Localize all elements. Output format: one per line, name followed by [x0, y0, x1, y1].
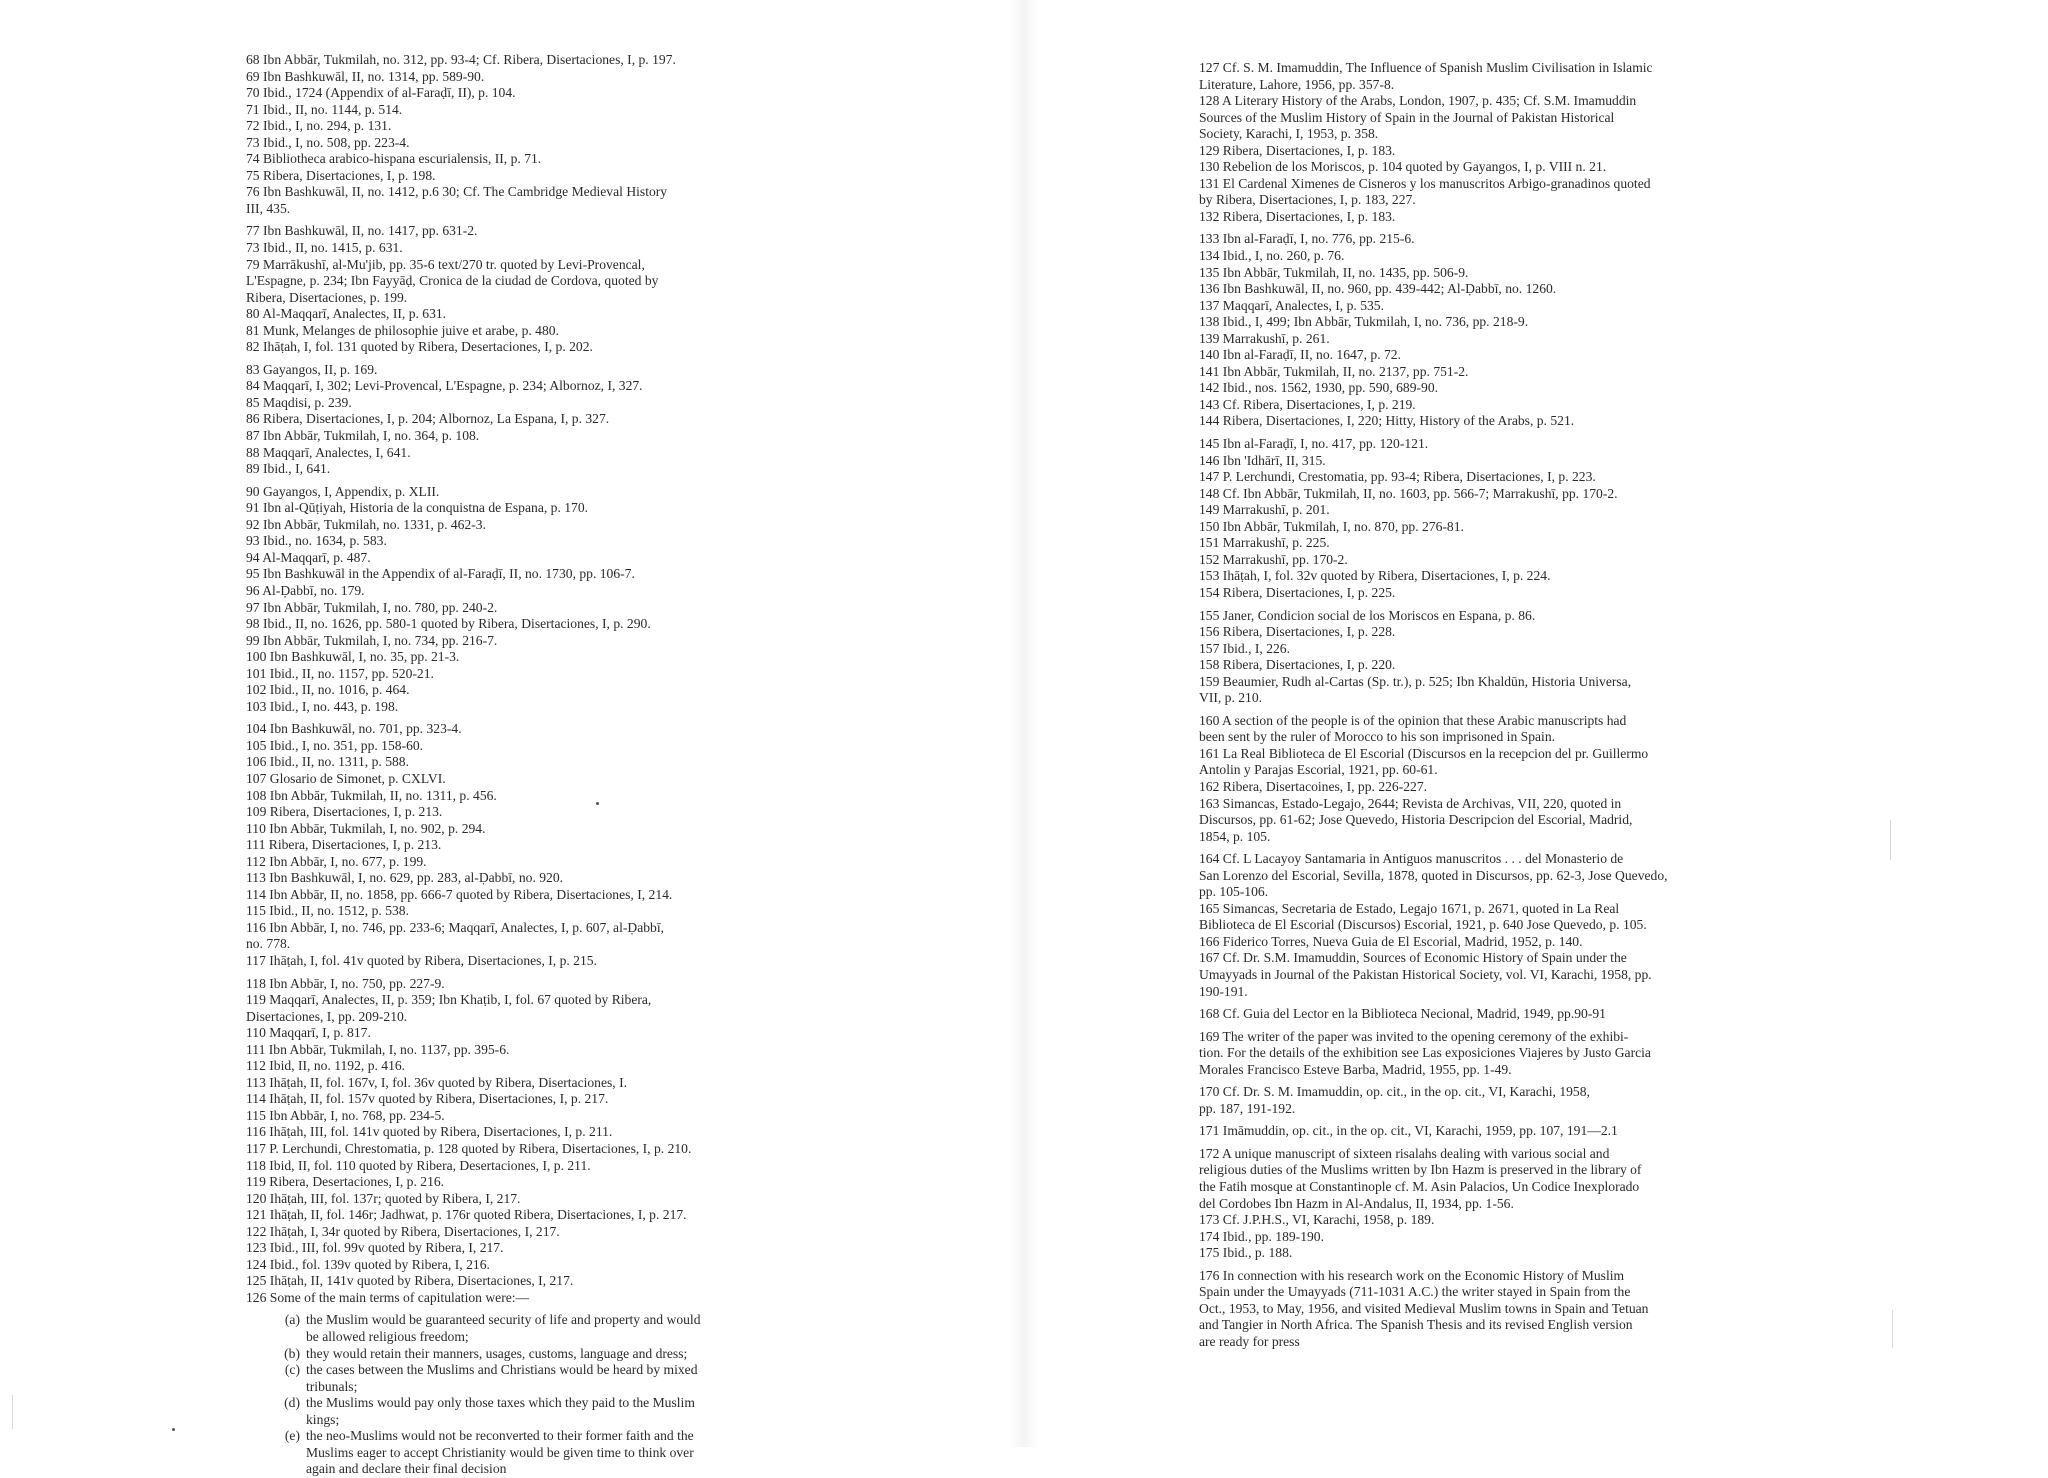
footnote-group [246, 52, 829, 217]
term-label: (d) [284, 1395, 300, 1411]
footnote-group [1199, 1006, 1798, 1023]
term-text: the neo-Muslims would not be reconverted to their former faith and the [306, 1428, 694, 1444]
footnote-group [1199, 713, 1798, 845]
footnote-line: 110 Maqqarī, I, p. 817. [246, 1025, 371, 1041]
footnote-line: 114 Ihāṭah, II, fol. 157v quoted by Ribera, Disertaciones, I, p. 217. [246, 1091, 609, 1107]
footnote-line: 86 Ribera, Disertaciones, I, p. 204; Albornoz, La Espana, I, p. 327. [246, 411, 610, 427]
term-text: they would retain their manners, usages, customs, language and dress; [306, 1345, 688, 1361]
footnote-line: 141 Ibn Abbār, Tukmilah, II, no. 2137, pp. 751-2. [1199, 363, 1469, 379]
footnote-line: 104 Ibn Bashkuwāl, no. 701, pp. 323-4. [246, 721, 462, 737]
footnote-line: 112 Ibid, II, no. 1192, p. 416. [246, 1058, 406, 1074]
footnote-line: 122 Ihāṭah, I, 34r quoted by Ribera, Disertaciones, I, 217. [246, 1223, 560, 1239]
footnote-line: 128 A Literary History of the Arabs, London, 1907, p. 435; Cf. S.M. Imamuddin [1199, 93, 1637, 109]
footnote-line: 92 Ibn Abbār, Tukmilah, no. 1331, p. 462-3. [246, 516, 486, 532]
term-line [246, 1428, 829, 1445]
footnote-group [246, 362, 829, 478]
footnote-line: 131 El Cardenal Ximenes de Cisneros y los manuscritos Arbigo-granadinos quoted [1199, 175, 1651, 191]
footnote-line: 126 Some of the main terms of capitulation were:— [246, 1289, 530, 1305]
footnote-line: 85 Maqdisi, p. 239. [246, 394, 352, 410]
footnote-line: 159 Beaumier, Rudh al-Cartas (Sp. tr.), p. 525; Ibn Khaldūn, Historia Universa, [1199, 673, 1632, 689]
term-text: tribunals; [306, 1378, 358, 1394]
footnote-line: 161 La Real Biblioteca de El Escorial (Discursos en la recepcion del pr. Guillermo [1199, 745, 1649, 761]
term-line [246, 1362, 829, 1379]
footnote-line: 81 Munk, Melanges de philosophie juive et arabe, p. 480. [246, 322, 559, 338]
footnote-line: 93 Ibid., no. 1634, p. 583. [246, 533, 387, 549]
footnote-line: 150 Ibn Abbār, Tukmilah, I, no. 870, pp. 276-81. [1199, 518, 1464, 534]
footnote-line: 70 Ibid., 1724 (Appendix of al-Faraḍī, II), p. 104. [246, 85, 516, 101]
footnote-group [1199, 436, 1798, 601]
footnote-line: 103 Ibid., I, no. 443, p. 198. [246, 698, 399, 714]
footnote-line: 77 Ibn Bashkuwāl, II, no. 1417, pp. 631-2. [246, 223, 478, 239]
footnote-line: Disertaciones, I, pp. 209-210. [246, 1008, 408, 1024]
footnote-line: 149 Marrakushī, p. 201. [1199, 502, 1330, 518]
left-page [0, 0, 1024, 1477]
footnote-group [1199, 1146, 1798, 1262]
footnote-line: Sources of the Muslim History of Spain in the Journal of Pakistan Historical [1199, 109, 1615, 125]
footnote-line: 176 In connection with his research work on the Economic History of Muslim [1199, 1267, 1625, 1283]
footnote-line: 119 Maqqarī, Analectes, II, p. 359; Ibn Khaṭib, I, fol. 67 quoted by Ribera, [246, 992, 652, 1008]
footnote-line: 100 Ibn Bashkuwāl, I, no. 35, pp. 21-3. [246, 649, 460, 665]
footnote-line: Spain under the Umayyads (711-1031 A.C.) the writer stayed in Spain from the [1199, 1284, 1631, 1300]
footnote-line: 68 Ibn Abbār, Tukmilah, no. 312, pp. 93-4; Cf. Ribera, Disertaciones, I, p. 197. [246, 52, 676, 67]
term-text: kings; [306, 1411, 340, 1427]
footnote-line: 115 Ibid., II, no. 1512, p. 538. [246, 903, 409, 919]
footnote-line: Morales Francisco Esteve Barba, Madrid, 1955, pp. 1-49. [1199, 1061, 1512, 1077]
footnote-line: 117 P. Lerchundi, Chrestomatia, p. 128 quoted by Ribera, Disertaciones, I, p. 210. [246, 1141, 692, 1156]
term-text: again and declare their final decision [306, 1461, 507, 1477]
right-page [1024, 0, 2048, 1447]
footnote-line: 133 Ibn al-Faraḍī, I, no. 776, pp. 215-6. [1199, 231, 1415, 247]
left-footnotes [246, 52, 829, 1478]
footnote-line: 73 Ibid., II, no. 1415, p. 631. [246, 240, 403, 256]
footnote-line: 84 Maqqarī, I, 302; Levi-Provencal, L'Espagne, p. 234; Albornoz, I, 327. [246, 378, 643, 394]
footnote-line: 158 Ribera, Disertaciones, I, p. 220. [1199, 657, 1396, 673]
footnote-line: 167 Cf. Dr. S.M. Imamuddin, Sources of Economic History of Spain under the [1199, 950, 1627, 966]
term-line [246, 1445, 829, 1462]
footnote-line: 169 The writer of the paper was invited to the opening ceremony of the exhibi- [1199, 1028, 1629, 1044]
footnote-line: 138 Ibid., I, 499; Ibn Abbār, Tukmilah, I, no. 736, pp. 218-9. [1199, 314, 1529, 330]
footnote-line: 107 Glosario de Simonet, p. CXLVI. [246, 770, 446, 786]
footnote-line: 168 Cf. Guia del Lector en la Biblioteca Necional, Madrid, 1949, pp.90-91 [1199, 1006, 1606, 1022]
footnote-line: 153 Ihāṭah, I, fol. 32v quoted by Ribera, Disertaciones, I, p. 224. [1199, 568, 1551, 584]
footnote-line: 155 Janer, Condicion social de los Moriscos en Espana, p. 86. [1199, 607, 1536, 623]
footnote-group [1199, 1268, 1798, 1351]
footnote-line: 190-191. [1199, 983, 1248, 999]
footnote-line: 165 Simancas, Secretaria de Estado, Legajo 1671, p. 2671, quoted in La Real [1199, 900, 1620, 916]
footnote-line: 117 Ihāṭah, I, fol. 41v quoted by Ribera, Disertaciones, I, p. 215. [246, 952, 597, 968]
footnote-line: 111 Ribera, Disertaciones, I, p. 213. [246, 837, 442, 853]
footnote-line: and Tangier in North Africa. The Spanish Thesis and its revised English version [1199, 1317, 1633, 1333]
footnote-line: 135 Ibn Abbār, Tukmilah, II, no. 1435, pp. 506-9. [1199, 264, 1469, 280]
footnote-line: 145 Ibn al-Faraḍī, I, no. 417, pp. 120-121. [1199, 436, 1429, 452]
footnote-line: 89 Ibid., I, 641. [246, 461, 331, 477]
footnote-line: 83 Gayangos, II, p. 169. [246, 361, 378, 377]
footnote-group [246, 721, 829, 969]
footnote-group [1199, 231, 1798, 430]
term-line [246, 1379, 829, 1396]
footnote-group [246, 484, 829, 716]
footnote-line: 142 Ibid., nos. 1562, 1930, pp. 590, 689-90. [1199, 380, 1439, 396]
footnote-line: 112 Ibn Abbār, I, no. 677, p. 199. [246, 853, 427, 869]
term-line [246, 1461, 829, 1478]
footnote-line: Ribera, Disertaciones, p. 199. [246, 289, 408, 305]
footnote-line: Antolin y Parajas Escorial, 1921, pp. 60-61. [1199, 762, 1438, 778]
term-text: the cases between the Muslims and Christians would be heard by mixed [306, 1362, 698, 1378]
footnote-line: Discursos, pp. 61-62; Jose Quevedo, Historia Descripcion del Escorial, Madrid, [1199, 812, 1633, 828]
footnote-group [1199, 851, 1798, 1000]
footnote-line: 160 A section of the people is of the opinion that these Arabic manuscripts had [1199, 712, 1627, 728]
footnote-line: 146 Ibn 'Idhārī, II, 315. [1199, 452, 1326, 468]
footnote-line: 110 Ibn Abbār, Tukmilah, I, no. 902, p. 294. [246, 820, 486, 836]
footnote-line: 173 Cf. J.P.H.S., VI, Karachi, 1958, p. 189. [1199, 1212, 1435, 1228]
term-text: be allowed religious freedom; [306, 1329, 469, 1345]
footnote-line: 151 Marrakushī, p. 225. [1199, 535, 1330, 551]
footnote-line: 156 Ribera, Disertaciones, I, p. 228. [1199, 624, 1396, 640]
footnote-line: 118 Ibid, II, fol. 110 quoted by Ribera, Desertaciones, I, p. 211. [246, 1157, 591, 1173]
footnote-line: 147 P. Lerchundi, Crestomatia, pp. 93-4; Ribera, Disertaciones, I, p. 223. [1199, 469, 1596, 485]
footnote-line: 174 Ibid., pp. 189-190. [1199, 1228, 1324, 1244]
footnote-group [1199, 1123, 1798, 1140]
footnote-line: 108 Ibn Abbār, Tukmilah, II, no. 1311, p. 456. [246, 787, 497, 803]
footnote-line: religious duties of the Muslims written by Ibn Hazm is preserved in the library of [1199, 1162, 1642, 1178]
footnote-line: pp. 105-106. [1199, 884, 1269, 900]
footnote-line: 95 Ibn Bashkuwāl in the Appendix of al-Faraḍī, II, no. 1730, pp. 106-7. [246, 566, 635, 582]
footnote-line: 119 Ribera, Desertaciones, I, p. 216. [246, 1174, 445, 1190]
footnote-group [1199, 1084, 1798, 1117]
footnote-line: 116 Ihāṭah, III, fol. 141v quoted by Ribera, Disertaciones, I, p. 211. [246, 1124, 613, 1140]
footnote-line: 115 Ibn Abbār, I, no. 768, pp. 234-5. [246, 1107, 445, 1123]
footnote-line: 109 Ribera, Disertaciones, I, p. 213. [246, 804, 443, 820]
footnote-line: 82 Ihāṭah, I, fol. 131 quoted by Ribera, Desertaciones, I, p. 202. [246, 339, 593, 355]
footnote-line: 163 Simancas, Estado-Legajo, 2644; Revista de Archivas, VII, 220, quoted in [1199, 795, 1622, 811]
footnote-line: del Cordobes Ibn Hazm in Al-Andalus, II, 1934, pp. 1-56. [1199, 1195, 1514, 1211]
footnote-line: 148 Cf. Ibn Abbār, Tukmilah, II, no. 1603, pp. 566-7; Marrakushī, pp. 170-2. [1199, 485, 1618, 501]
term-line [246, 1395, 829, 1412]
footnote-line: 114 Ibn Abbār, II, no. 1858, pp. 666-7 quoted by Ribera, Disertaciones, I, 214. [246, 886, 673, 902]
term-line [246, 1346, 829, 1363]
footnote-line: 105 Ibid., I, no. 351, pp. 158-60. [246, 737, 424, 753]
footnote-group [246, 976, 829, 1307]
footnote-line: 166 Fiderico Torres, Nueva Guia de El Escorial, Madrid, 1952, p. 140. [1199, 933, 1583, 949]
footnote-group [1199, 608, 1798, 707]
footnote-line: pp. 187, 191-192. [1199, 1100, 1296, 1116]
footnote-group [1199, 1029, 1798, 1079]
footnote-line: 74 Bibliotheca arabico-hispana escurialensis, II, p. 71. [246, 151, 542, 167]
right-footnotes [1199, 60, 1798, 1350]
footnote-line: 101 Ibid., II, no. 1157, pp. 520-21. [246, 665, 434, 681]
footnote-line: are ready for press [1199, 1333, 1300, 1349]
footnote-line: 113 Ihāṭah, II, fol. 167v, I, fol. 36v quoted by Ribera, Disertaciones, I. [246, 1074, 628, 1090]
term-line [246, 1412, 829, 1429]
footnote-line: 157 Ibid., I, 226. [1199, 640, 1290, 656]
footnote-line: Biblioteca de El Escorial (Discursos) Escorial, 1921, p. 640 Jose Quevedo, p. 105. [1199, 917, 1647, 933]
footnote-line: 132 Ribera, Disertaciones, I, p. 183. [1199, 208, 1396, 224]
term-line [246, 1312, 829, 1329]
footnote-line: been sent by the ruler of Morocco to his son imprisoned in Spain. [1199, 729, 1556, 745]
footnote-line: 1854, p. 105. [1199, 828, 1271, 844]
footnote-line: 72 Ibid., I, no. 294, p. 131. [246, 118, 392, 134]
footnote-line: L'Espagne, p. 234; Ibn Fayyāḍ, Cronica de la ciudad de Cordova, quoted by [246, 273, 659, 289]
footnote-line: 106 Ibid., II, no. 1311, p. 588. [246, 754, 409, 770]
footnote-line: 175 Ibid., p. 188. [1199, 1245, 1293, 1261]
footnote-line: 71 Ibid., II, no. 1144, p. 514. [246, 101, 403, 117]
footnote-group [246, 223, 829, 355]
footnote-line: 80 Al-Maqqarī, Analectes, II, p. 631. [246, 306, 447, 322]
footnote-line: 127 Cf. S. M. Imamuddin, The Influence of Spanish Muslim Civilisation in Islamic [1199, 60, 1653, 75]
footnote-line: Umayyads in Journal of the Pakistan Historical Society, vol. VI, Karachi, 1958, pp. [1199, 966, 1652, 982]
footnote-line: VII, p. 210. [1199, 690, 1263, 706]
footnote-line: 91 Ibn al-Qūṭiyah, Historia de la conquistna de Espana, p. 170. [246, 500, 589, 516]
term-text: the Muslim would be guaranteed security of life and property and would [306, 1312, 701, 1328]
footnote-line: 136 Ibn Bashkuwāl, II, no. 960, pp. 439-442; Al-Ḍabbī, no. 1260. [1199, 281, 1557, 297]
footnote-line: 118 Ibn Abbār, I, no. 750, pp. 227-9. [246, 975, 445, 991]
footnote-line: the Fatih mosque at Constantinople cf. M. Asin Palacios, Un Codice Inexplorado [1199, 1179, 1640, 1194]
footnote-line: 172 A unique manuscript of sixteen risalahs dealing with various social and [1199, 1145, 1610, 1161]
footnote-line: 124 Ibid., fol. 139v quoted by Ribera, I, 216. [246, 1256, 490, 1272]
footnote-line: 75 Ribera, Disertaciones, I, p. 198. [246, 167, 436, 183]
footnote-line: 116 Ibn Abbār, I, no. 746, pp. 233-6; Maqqarī, Analectes, I, p. 607, al-Ḍabbī, [246, 919, 665, 935]
footnote-line: Society, Karachi, I, 1953, p. 358. [1199, 126, 1379, 142]
footnote-group [1199, 60, 1798, 225]
footnote-line: 121 Ihāṭah, II, fol. 146r; Jadhwat, p. 176r quoted Ribera, Disertaciones, I, p. 217. [246, 1207, 687, 1223]
footnote-line: Literature, Lahore, 1956, pp. 357-8. [1199, 76, 1395, 92]
footnote-line: 102 Ibid., II, no. 1016, p. 464. [246, 682, 410, 698]
footnote-line: 123 Ibid., III, fol. 99v quoted by Ribera, I, 217. [246, 1240, 504, 1256]
footnote-line: 87 Ibn Abbār, Tukmilah, I, no. 364, p. 108. [246, 428, 480, 444]
footnote-line: tion. For the details of the exhibition see Las exposiciones Viajeres by Justo Garcia [1199, 1045, 1651, 1061]
footnote-line: 139 Marrakushī, p. 261. [1199, 330, 1330, 346]
footnote-line: 152 Marrakushī, pp. 170-2. [1199, 551, 1348, 567]
footnote-line: 96 Al-Ḍabbī, no. 179. [246, 582, 365, 598]
footnote-line: 164 Cf. L Lacayoy Santamaria in Antiguos manuscritos . . . del Monasterio de [1199, 851, 1624, 867]
footnote-line: 170 Cf. Dr. S. M. Imamuddin, op. cit., in the op. cit., VI, Karachi, 1958, [1199, 1084, 1590, 1100]
term-label: (a) [284, 1312, 300, 1328]
footnote-line: 69 Ibn Bashkuwāl, II, no. 1314, pp. 589-90. [246, 68, 485, 84]
footnote-line: 162 Ribera, Disertacoines, I, pp. 226-227. [1199, 778, 1428, 794]
capitulation-terms [246, 1312, 829, 1477]
footnote-line: 120 Ihāṭah, III, fol. 137r; quoted by Ribera, I, 217. [246, 1190, 521, 1206]
footnote-line: 171 Imāmuddin, op. cit., in the op. cit., VI, Karachi, 1959, pp. 107, 191—2.1 [1199, 1123, 1618, 1139]
term-line [246, 1329, 829, 1346]
footnote-line: 140 Ibn al-Faraḍī, II, no. 1647, p. 72. [1199, 347, 1401, 363]
footnote-line: 134 Ibid., I, no. 260, p. 76. [1199, 248, 1345, 264]
footnote-line: 90 Gayangos, I, Appendix, p. XLII. [246, 483, 440, 499]
footnote-line: 144 Ribera, Disertaciones, I, 220; Hitty, History of the Arabs, p. 521. [1199, 413, 1575, 429]
footnote-line: 73 Ibid., I, no. 508, pp. 223-4. [246, 134, 410, 150]
term-text: the Muslims would pay only those taxes which they paid to the Muslim [306, 1395, 695, 1411]
footnote-line: Oct., 1953, to May, 1956, and visited Medieval Muslim towns in Spain and Tetuan [1199, 1300, 1649, 1316]
footnote-line: 130 Rebelion de los Moriscos, p. 104 quoted by Gayangos, I, p. VIII n. 21. [1199, 159, 1607, 175]
footnote-line: by Ribera, Disertaciones, I, p. 183, 227. [1199, 192, 1416, 208]
footnote-line: no. 778. [246, 936, 291, 952]
footnote-line: 76 Ibn Bashkuwāl, II, no. 1412, p.6 30; Cf. The Cambridge Medieval History [246, 184, 668, 200]
footnote-line: 129 Ribera, Disertaciones, I, p. 183. [1199, 142, 1396, 158]
footnote-line: 113 Ibn Bashkuwāl, I, no. 629, pp. 283, al-Ḍabbī, no. 920. [246, 870, 564, 886]
footnote-line: San Lorenzo del Escorial, Sevilla, 1878, quoted in Discursos, pp. 62-3, Jose Quevedo, [1199, 867, 1668, 883]
term-text: Muslims eager to accept Christianity would be given time to think over [306, 1444, 694, 1460]
footnote-line: 97 Ibn Abbār, Tukmilah, I, no. 780, pp. 240-2. [246, 599, 498, 615]
footnote-line: 99 Ibn Abbār, Tukmilah, I, no. 734, pp. 216-7. [246, 632, 498, 648]
footnote-line: 137 Maqqarī, Analectes, I, p. 535. [1199, 297, 1384, 313]
footnote-line: 98 Ibid., II, no. 1626, pp. 580-1 quoted by Ribera, Disertaciones, I, p. 290. [246, 616, 651, 632]
footnote-line: 125 Ihāṭah, II, 141v quoted by Ribera, Disertaciones, I, 217. [246, 1273, 574, 1289]
footnote-line: 88 Maqqarī, Analectes, I, 641. [246, 444, 411, 460]
term-label: (b) [284, 1345, 300, 1361]
footnote-line: 79 Marrākushī, al-Mu'jib, pp. 35-6 text/270 tr. quoted by Levi-Provencal, [246, 256, 645, 272]
footnote-line: 143 Cf. Ribera, Disertaciones, I, p. 219. [1199, 396, 1416, 412]
footnote-line: III, 435. [246, 200, 291, 216]
term-label: (c) [284, 1362, 300, 1378]
footnote-line: 111 Ibn Abbār, Tukmilah, I, no. 1137, pp. 395-6. [246, 1041, 510, 1057]
footnote-line: 94 Al-Maqqarī, p. 487. [246, 549, 371, 565]
footnote-line: 154 Ribera, Disertaciones, I, p. 225. [1199, 584, 1396, 600]
term-label: (e) [284, 1428, 300, 1444]
